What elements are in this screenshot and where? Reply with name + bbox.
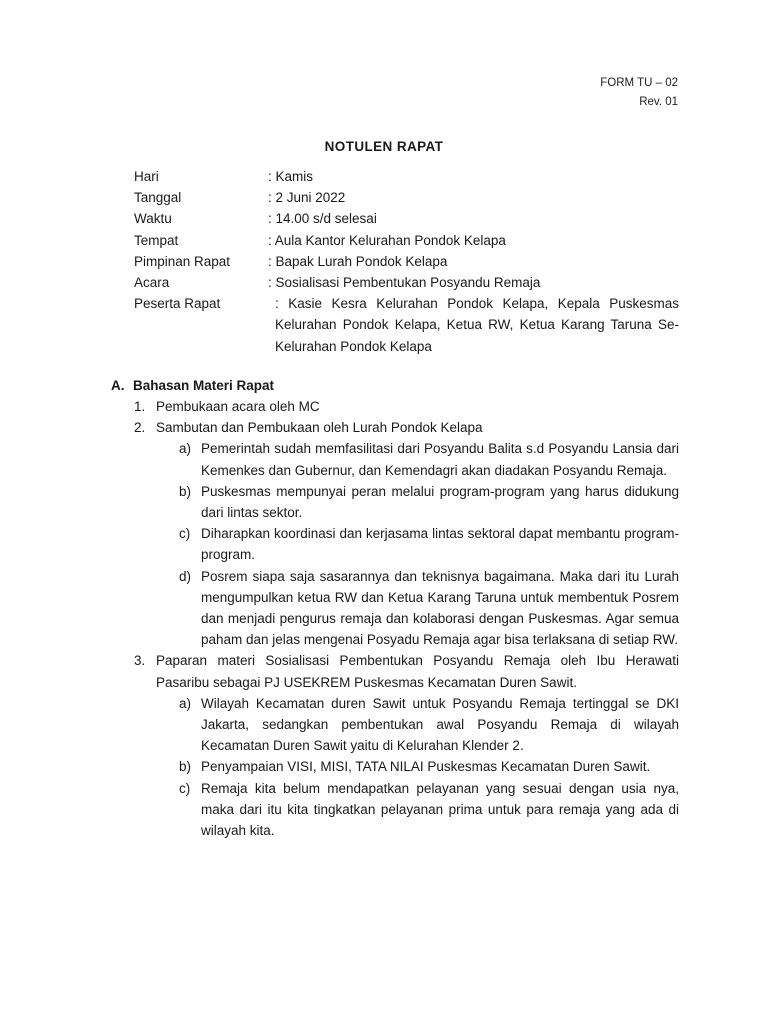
item-text: Paparan materi Sosialisasi Pembentukan Posyandu Remaja oleh Ibu Herawati Pasaribu sebagai PJ USEKREM Puskesmas Kecamatan Duren Sawit. (156, 653, 679, 690)
sub-item-text: Remaja kita belum mendapatkan pelayanan yang sesuai dengan usia nya, maka dari itu kita tingkatkan pelayanan prima untuk para remaja yang ada di wilayah kita. (201, 780, 679, 839)
sub-item (179, 756, 679, 777)
revision-number: Rev. 01 (639, 96, 678, 108)
info-value: : 14.00 s/d selesai (268, 211, 377, 227)
sub-item-text: Puskesmas mempunyai peran melalui program-program yang harus didukung dari lintas sektor. (201, 483, 679, 521)
section-title: Bahasan Materi Rapat (133, 378, 275, 393)
info-value: : Sosialisasi Pembentukan Posyandu Remaja (268, 275, 541, 291)
info-value: : Aula Kantor Kelurahan Pondok Kelapa (268, 232, 506, 248)
sub-item-text: Wilayah Kecamatan duren Sawit untuk Posyandu Remaja tertinggal se DKI Jakarta, sedangkan pembentukan awal Posyandu Remaja di wilayah Kecamatan Duren Sawit yaitu di Kelurahan Klender 2. (201, 695, 679, 754)
sub-item (179, 566, 679, 651)
list-item (134, 396, 679, 417)
sub-item (179, 438, 679, 480)
info-row-date (134, 187, 679, 208)
info-value: : Kasie Kesra Kelurahan Pondok Kelapa, Kepala Puskesmas Kelurahan Pondok Kelapa, Ketua RW, Ketua Karang Taruna Se-Kelurahan Pondok Kelapa (275, 296, 679, 354)
info-value: : Kamis (268, 169, 314, 184)
item-number: 2. (134, 420, 146, 436)
sub-item-letter: b) (179, 483, 192, 499)
section-a-body (134, 396, 679, 841)
info-row-chair (134, 251, 679, 272)
info-label: Acara (134, 275, 170, 291)
sub-item (179, 523, 679, 565)
sub-item-text: Pemerintah sudah memfasilitasi dari Posyandu Balita s.d Posyandu Lansia dari Kemenkes dan Gubernur, dan Kemendagri akan diadakan Posyandu Remaja. (201, 441, 679, 478)
info-label: Tanggal (134, 190, 182, 206)
info-value: : Bapak Lurah Pondok Kelapa (268, 253, 448, 269)
sub-item-letter: a) (179, 441, 192, 457)
item-number: 1. (134, 399, 146, 414)
item-number: 3. (134, 653, 146, 669)
form-code-block (600, 74, 678, 112)
sub-item (179, 778, 679, 842)
info-label: Peserta Rapat (134, 296, 221, 312)
section-a-heading (111, 375, 274, 396)
sub-item (179, 481, 679, 523)
sub-item-letter: c) (179, 780, 191, 796)
info-row-day (134, 166, 679, 187)
info-row-agenda (134, 272, 679, 293)
sub-item-letter: a) (179, 695, 192, 711)
item-text: Pembukaan acara oleh MC (156, 399, 320, 414)
form-code: FORM TU – 02 (600, 77, 678, 89)
info-value: : 2 Juni 2022 (268, 190, 346, 206)
sub-item-letter: c) (179, 526, 191, 542)
sub-item-text: Penyampaian VISI, MISI, TATA NILAI Puskesmas Kecamatan Duren Sawit. (201, 759, 651, 775)
document-title: NOTULEN RAPAT (324, 139, 444, 154)
sub-item-letter: d) (179, 568, 192, 584)
info-label: Hari (134, 169, 159, 184)
info-row-place (134, 230, 679, 251)
sub-item-text: Posrem siapa saja sasarannya dan teknisnya bagaimana. Maka dari itu Lurah mengumpulkan ketua RW dan Ketua Karang Taruna untuk membentuk Posrem dan menjadi pengurus remaja dan kolaborasi dengan Puskesmas. Agar semua paham dan jelas mengenai Posyadu Remaja agar bisa terlaksana di setiap RW. (201, 568, 679, 648)
meeting-info (134, 166, 679, 357)
section-letter: A. (111, 378, 125, 393)
list-item (134, 417, 679, 438)
list-item (134, 650, 679, 692)
info-label: Tempat (134, 232, 179, 248)
info-row-time (134, 208, 679, 229)
info-row-participants (134, 293, 679, 357)
info-label: Waktu (134, 211, 172, 227)
sub-item-text: Diharapkan koordinasi dan kerjasama lintas sektoral dapat membantu program-program. (201, 526, 679, 563)
info-label: Pimpinan Rapat (134, 253, 231, 269)
sub-item (179, 693, 679, 757)
sub-item-letter: b) (179, 759, 192, 775)
item-text: Sambutan dan Pembukaan oleh Lurah Pondok Kelapa (156, 420, 483, 436)
